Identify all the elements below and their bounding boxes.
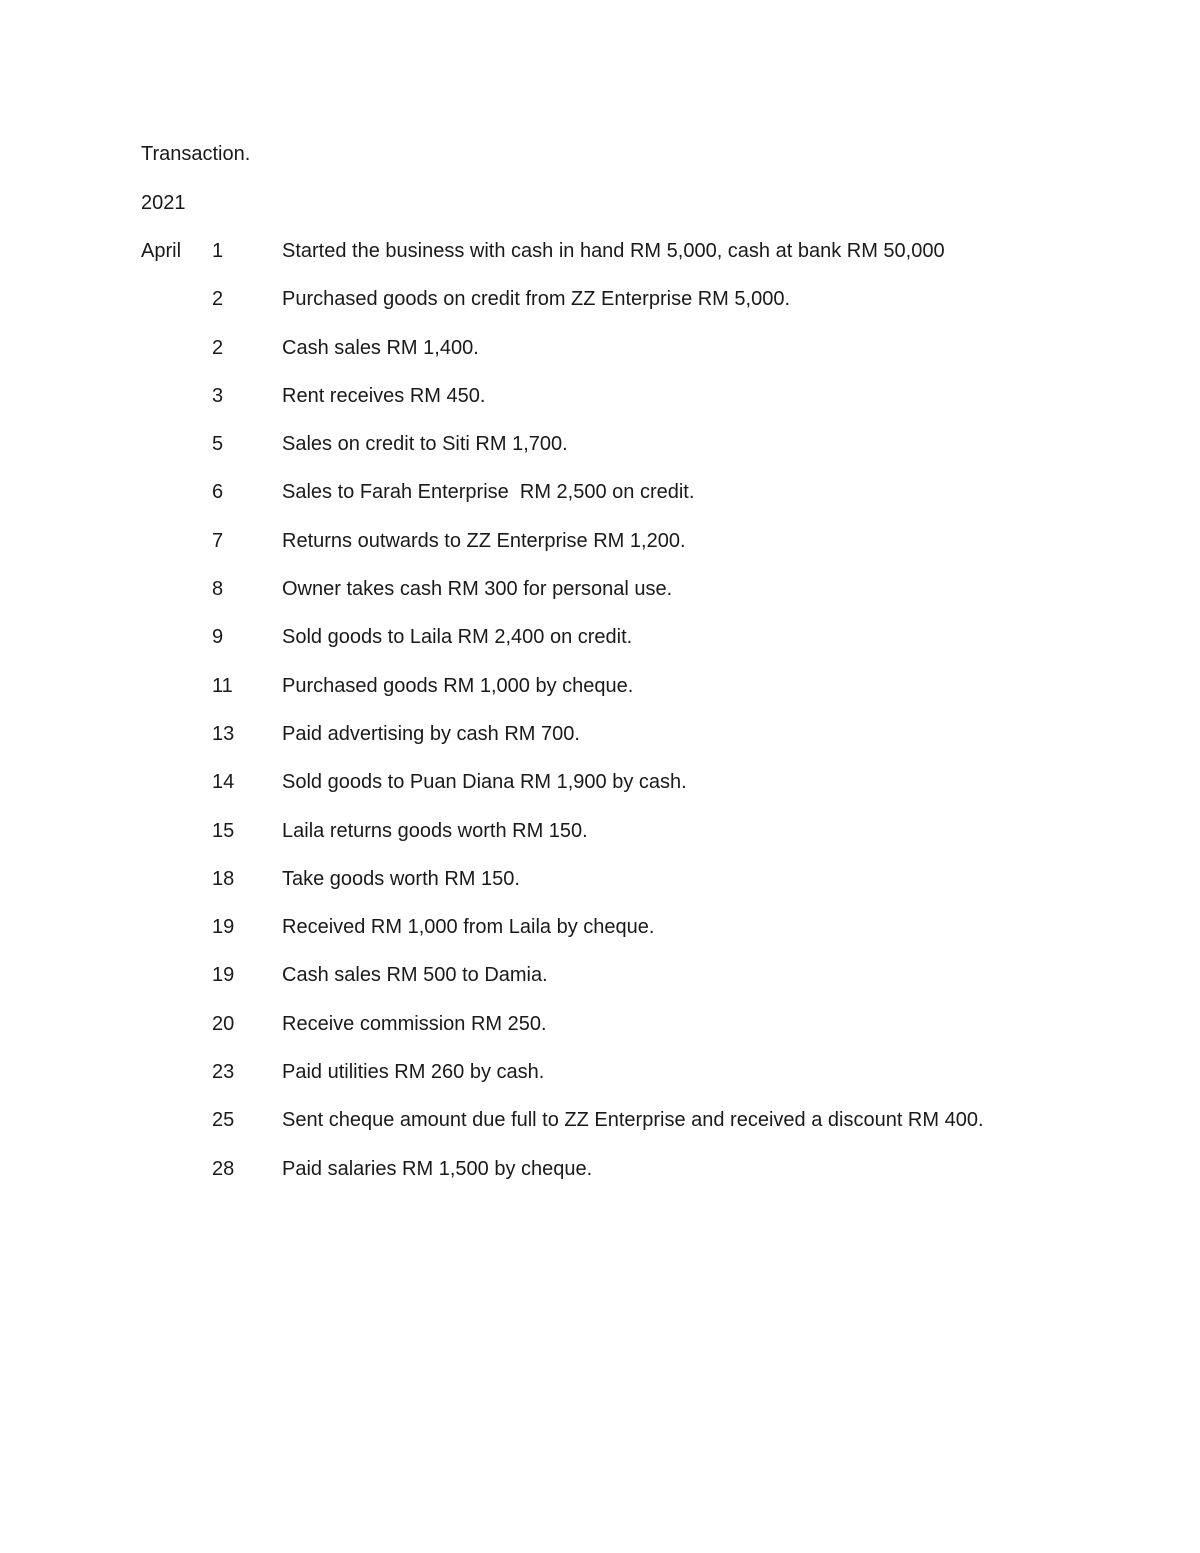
transaction-day: 15 [212,819,235,842]
transaction-row [141,1157,1161,1205]
transaction-description: Cash sales RM 500 to Damia. [282,964,548,987]
transaction-description: Paid advertising by cash RM 700. [282,722,580,745]
transaction-description: Purchased goods RM 1,000 by cheque. [282,674,634,697]
transaction-month: April [141,240,182,262]
transaction-day: 28 [212,1157,235,1180]
transaction-row [141,384,1161,432]
transaction-description: Sold goods to Puan Diana RM 1,900 by cash. [282,771,687,794]
transaction-day: 2 [212,336,224,359]
transaction-description: Paid salaries RM 1,500 by cheque. [282,1157,593,1180]
transaction-row [141,819,1161,867]
document-title: Transaction. [141,143,251,165]
transaction-row [141,432,1161,480]
transaction-row [141,529,1161,577]
transaction-description: Sales to Farah Enterprise RM 2,500 on credit. [282,481,695,504]
transaction-day: 11 [212,674,233,697]
transaction-row [141,963,1161,1011]
transaction-row [141,770,1161,818]
transaction-row [141,1012,1161,1060]
transaction-description: Started the business with cash in hand RM 5,000, cash at bank RM 50,000 [282,240,945,262]
transaction-row [141,625,1161,673]
document-year: 2021 [141,192,186,214]
transaction-day: 25 [212,1109,235,1132]
transaction-description: Received RM 1,000 from Laila by cheque. [282,916,655,939]
transaction-row [141,867,1161,915]
transaction-description: Sent cheque amount due full to ZZ Enterprise and received a discount RM 400. [282,1109,984,1132]
transaction-description: Owner takes cash RM 300 for personal use. [282,578,673,601]
transaction-day: 23 [212,1061,235,1084]
transaction-day: 1 [212,240,224,262]
transaction-description: Purchased goods on credit from ZZ Enterprise RM 5,000. [282,288,791,311]
transaction-day: 9 [212,626,224,649]
transaction-day: 14 [212,771,235,794]
transaction-row [141,336,1161,384]
transaction-day: 18 [212,867,235,890]
transaction-row [141,915,1161,963]
transaction-description: Sold goods to Laila RM 2,400 on credit. [282,626,633,649]
transaction-row [141,1060,1161,1108]
transaction-row [141,287,1161,335]
transaction-description: Take goods worth RM 150. [282,867,520,890]
transaction-day: 19 [212,964,235,987]
transaction-day: 3 [212,384,224,407]
transaction-row [141,1108,1161,1156]
transaction-description: Paid utilities RM 260 by cash. [282,1061,545,1084]
transaction-day: 2 [212,288,224,311]
transaction-list [141,239,1161,1205]
transaction-row [141,239,1161,287]
transaction-row [141,674,1161,722]
transaction-description: Returns outwards to ZZ Enterprise RM 1,200. [282,529,686,552]
transaction-description: Cash sales RM 1,400. [282,336,479,359]
transaction-row [141,480,1161,528]
transaction-row [141,722,1161,770]
transaction-description: Receive commission RM 250. [282,1012,547,1035]
transaction-day: 19 [212,916,235,939]
transaction-row [141,577,1161,625]
transaction-description: Laila returns goods worth RM 150. [282,819,588,842]
transaction-day: 13 [212,722,235,745]
transaction-day: 7 [212,529,224,552]
transaction-description: Rent receives RM 450. [282,384,486,407]
transaction-description: Sales on credit to Siti RM 1,700. [282,433,568,456]
transaction-day: 20 [212,1012,235,1035]
transaction-day: 5 [212,433,224,456]
transaction-day: 6 [212,481,224,504]
transaction-day: 8 [212,578,224,601]
